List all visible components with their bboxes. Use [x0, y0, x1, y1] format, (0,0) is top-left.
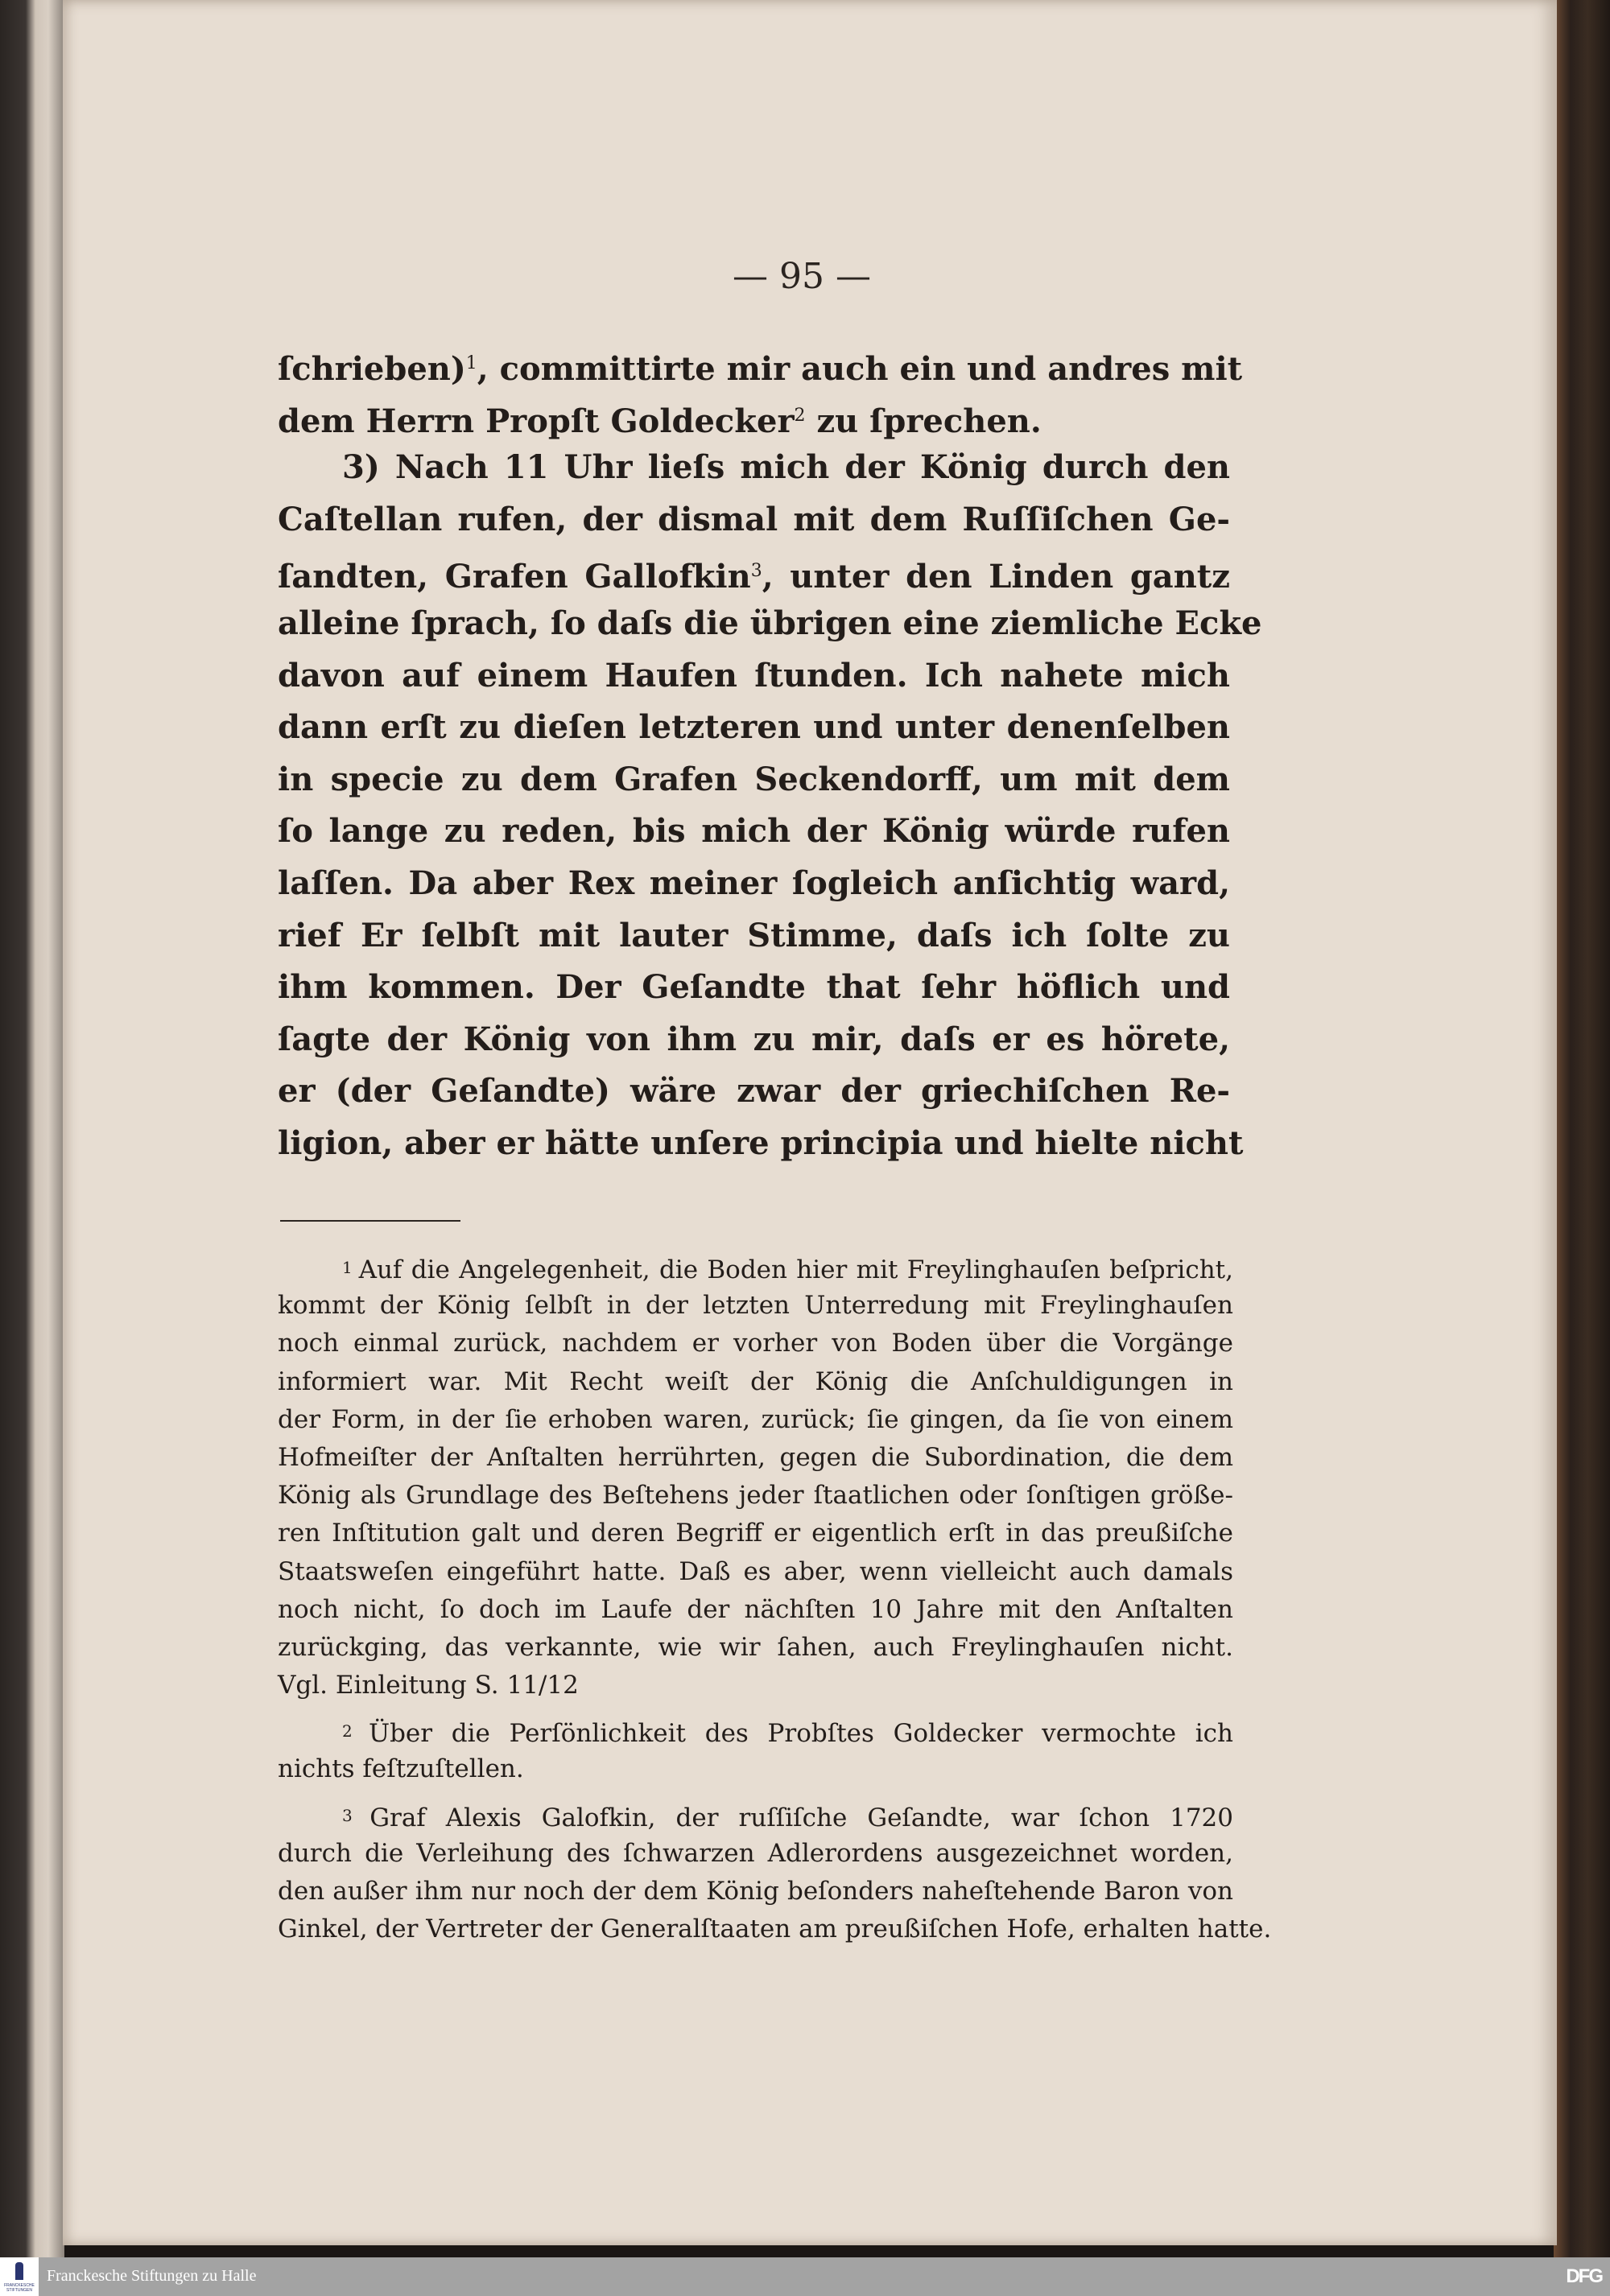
text-line: ligion, aber er hätte unſere principia und hielte nicht [278, 1123, 1244, 1162]
institution-name: Franckesche Stiftungen zu Halle [47, 2267, 257, 2285]
footnote-line: Ginkel, der Vertreter der Generalſtaaten am preußiſchen Hofe, erhalten hatte. [278, 1915, 1272, 1944]
footnote-line: 2 Über die Perſönlichkeit des Probſtes Goldecker vermochte ich [342, 1719, 1233, 1749]
text-line: Caſtellan rufen, der dismal mit dem Ruſſiſchen Ge- [278, 500, 1230, 538]
footnote-line: zurückging, das verkannte, wie wir ſahen, auch Freylinghauſen nicht. [278, 1632, 1233, 1662]
text-line: davon auf einem Haufen ſtunden. Ich nahete mich [278, 656, 1230, 695]
text-line: ſandten, Grafen Gallofkin$^3$, unter den Linden gantz [278, 558, 1231, 596]
footnote-line: kommt der König ſelbſt in der letzten Unterredung mit Freylinghauſen [278, 1291, 1233, 1321]
footnote-line: den außer ihm nur noch der dem König beſonders naheſtehende Baron von [278, 1877, 1233, 1906]
footnote-number: 3 [342, 1805, 370, 1825]
main-text [278, 338, 1262, 1170]
footnote-line: informiert war. Mit Recht weiſt der König die Anſchuldigungen in [278, 1366, 1233, 1396]
text-line: ſchrieben)$^1$, committirte mir auch ein und andres mit [278, 350, 1243, 388]
footnote-line: König als Grundlage des Beſtehens jeder ſtaatlichen oder ſonſtigen größe- [278, 1481, 1233, 1511]
footnote-line: durch die Verleihung des ſchwarzen Adlerordens ausgezeichnet worden, [278, 1838, 1233, 1868]
book-binding [1554, 0, 1610, 2257]
book-left-edge [0, 0, 64, 2257]
text-line: ſagte der König von ihm zu mir, daſs er es hörete, [278, 1020, 1230, 1058]
footnote-line: Hofmeiſter der Anſtalten herrührten, gegen die Subordination, die dem [278, 1442, 1233, 1472]
dfg-logo: DFG [1566, 2265, 1602, 2287]
footnote-line: 3 Graf Alexis Galofkin, der ruſſiſche Geſandte, war ſchon 1720 [342, 1803, 1233, 1832]
text-line: alleine ſprach, ſo daſs die übrigen eine ziemliche Ecke [278, 604, 1262, 642]
text-line: ihm kommen. Der Geſandte that ſehr höflich und [278, 968, 1230, 1007]
text-line: ſo lange zu reden, bis mich der König würde rufen [278, 812, 1230, 851]
footnote-line: noch nicht, ſo doch im Laufe der nächſten 10 Jahre mit den Anſtalten [278, 1594, 1233, 1624]
text-line: in specie zu dem Grafen Seckendorff, um mit dem [278, 760, 1230, 798]
footnote-line: Staatsweſen eingeführt hatte. Daß es aber, wenn vielleicht auch damals [278, 1556, 1233, 1586]
footnote-line: 1 Auf die Angelegenheit, die Boden hier mit Freylinghauſen beſpricht, [342, 1255, 1233, 1284]
viewer-footer [0, 2257, 1610, 2296]
footnote-reference: 3 [750, 561, 762, 582]
text-line: laſſen. Da aber Rex meiner ſogleich anſichtig ward, [278, 864, 1230, 902]
footnote-divider [280, 1220, 460, 1222]
text-line: dem Herrn Propſt Goldecker$^2$ zu ſprechen. [278, 402, 1042, 440]
footnote-number: 2 [342, 1721, 369, 1742]
footnote-line: noch einmal zurück, nachdem er vorher von Boden über die Vorgänge [278, 1329, 1233, 1358]
text-line: 3) Nach 11 Uhr lieſs mich der König durch den [342, 448, 1230, 487]
institution-logo [0, 2257, 39, 2296]
footnote-line: ren Inſtitution galt und deren Begriff er eigentlich erſt in das preußiſche [278, 1519, 1233, 1548]
footnotes [278, 1249, 1272, 1948]
text-line: dann erſt zu dieſen letzteren und unter denenſelben [278, 708, 1230, 747]
footnote-reference: 2 [794, 405, 806, 426]
logo-caption: FRANCKESCHE STIFTUNGEN [4, 2283, 35, 2293]
footnote-line: nichts feſtzuſtellen. [278, 1754, 524, 1784]
footnote-number: 1 [342, 1258, 359, 1277]
footnote-line: der Form, in der ſie erhoben waren, zurück; ſie gingen, da ſie von einem [278, 1404, 1233, 1434]
footnote-reference: 1 [465, 353, 477, 373]
page-number: — 95 — [733, 256, 871, 297]
text-line: er (der Geſandte) wäre zwar der griechiſchen Re- [278, 1072, 1230, 1111]
text-line: rief Er ſelbſt mit lauter Stimme, daſs ich ſolte zu [278, 916, 1230, 954]
footnote-line: Vgl. Einleitung S. 11/12 [278, 1671, 579, 1700]
